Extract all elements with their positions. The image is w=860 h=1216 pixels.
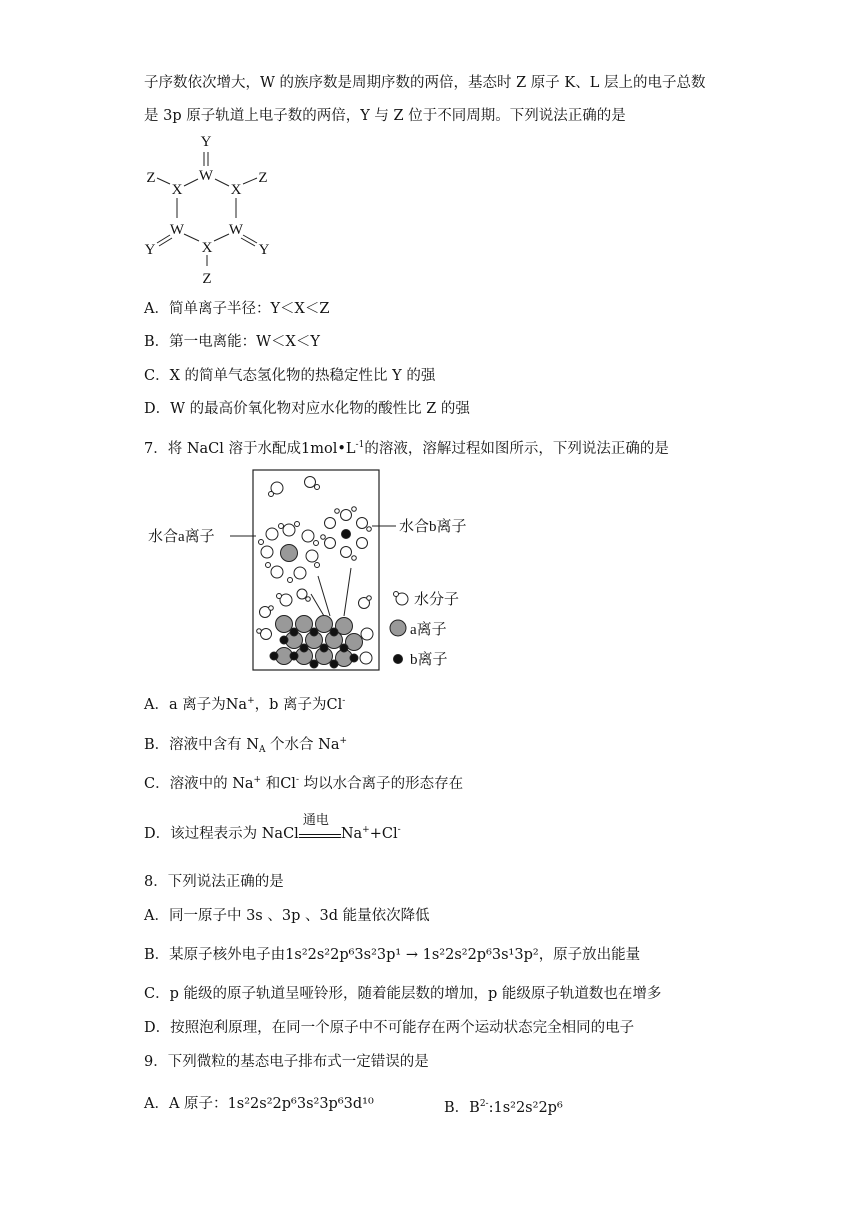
q7-option-a: A．a 离子为Na+，b 离子为Cl- [144,696,346,713]
intro-line-1: 子序数依次增大，W 的族序数是周期序数的两倍，基态时 Z 原子 K、L 层上的电子总数 [144,75,706,91]
label-hydrated-b: 水合b离子 [399,519,467,535]
q6-option-d: D．W 的最高价氧化物对应水化物的酸性比 Z 的强 [144,401,470,417]
q7-stem: 7．将 NaCl 溶于水配成$1mol•L^{-1}$的溶液，溶解过程如图所示，下列说法正确的是 [144,440,669,457]
q6-option-a: A．简单离子半径：Y＜X＜Z [144,301,330,317]
q6-option-c: C．X 的简单气态氢化物的热稳定性比 Y 的强 [144,368,436,384]
q8-option-b: B．某原子核外电子由1s²2s²2p⁶3s²3p¹ → 1s²2s²2p⁶3s¹3p²，原子放出能量 [144,947,641,963]
intro-line-2: 是 3p 原子轨道上电子数的两倍，Y 与 Z 位于不同周期。下列说法正确的是 [144,108,626,124]
ring-structure-diagram [140,130,290,290]
q9-option-b: B．$B^{2-}:1s^22s^22p^6$ [444,1099,563,1116]
atom-x-right: X [230,182,242,198]
atom-y-left: Y [144,242,156,258]
label-hydrated-a: 水合a离子 [148,529,215,545]
legend-a-label: a离子 [410,622,447,638]
legend-b-label: b离子 [410,652,448,668]
q8-option-a: A．同一原子中 3s 、3p 、3d 能量依次降低 [144,908,430,924]
atom-w-left: W [169,222,185,238]
q9-option-a: A．A 原子：1s²2s²2p⁶3s²3p⁶3d¹⁰ [144,1096,374,1112]
atom-z-bottom: Z [202,271,212,287]
q6-option-b: B．第一电离能：W＜X＜Y [144,334,320,350]
atom-z-left: Z [146,170,156,186]
q7-option-b: B．溶液中含有 $N_A$ 个水合 Na+ [144,736,348,755]
q8-option-d: D．按照泡利原理，在同一个原子中不可能存在两个运动状态完全相同的电子 [144,1020,635,1036]
atom-x-left: X [171,182,183,198]
atom-z-right: Z [258,170,268,186]
atom-w-right: W [228,222,244,238]
atom-y-right: Y [258,242,270,258]
legend-water-label: 水分子 [414,592,460,608]
atom-w-top: W [198,168,214,184]
atom-y-top: Y [200,134,212,150]
q7-option-d: D．该过程表示为 NaCl 通电 Na++Cl- [144,813,401,842]
q8-option-c: C．p 能级的原子轨道呈哑铃形，随着能层数的增加，p 能级原子轨道数也在增多 [144,986,662,1002]
nacl-dissolution-figure [140,468,490,676]
q9-stem: 9．下列微粒的基态电子排布式一定错误的是 [144,1054,429,1070]
atom-x-bottom: X [201,240,213,256]
electrolysis-condition: 通电 [302,813,329,828]
q7-option-c: C．溶液中的 Na+ 和Cl- 均以水合离子的形态存在 [144,775,464,792]
q8-stem: 8．下列说法正确的是 [144,874,284,890]
